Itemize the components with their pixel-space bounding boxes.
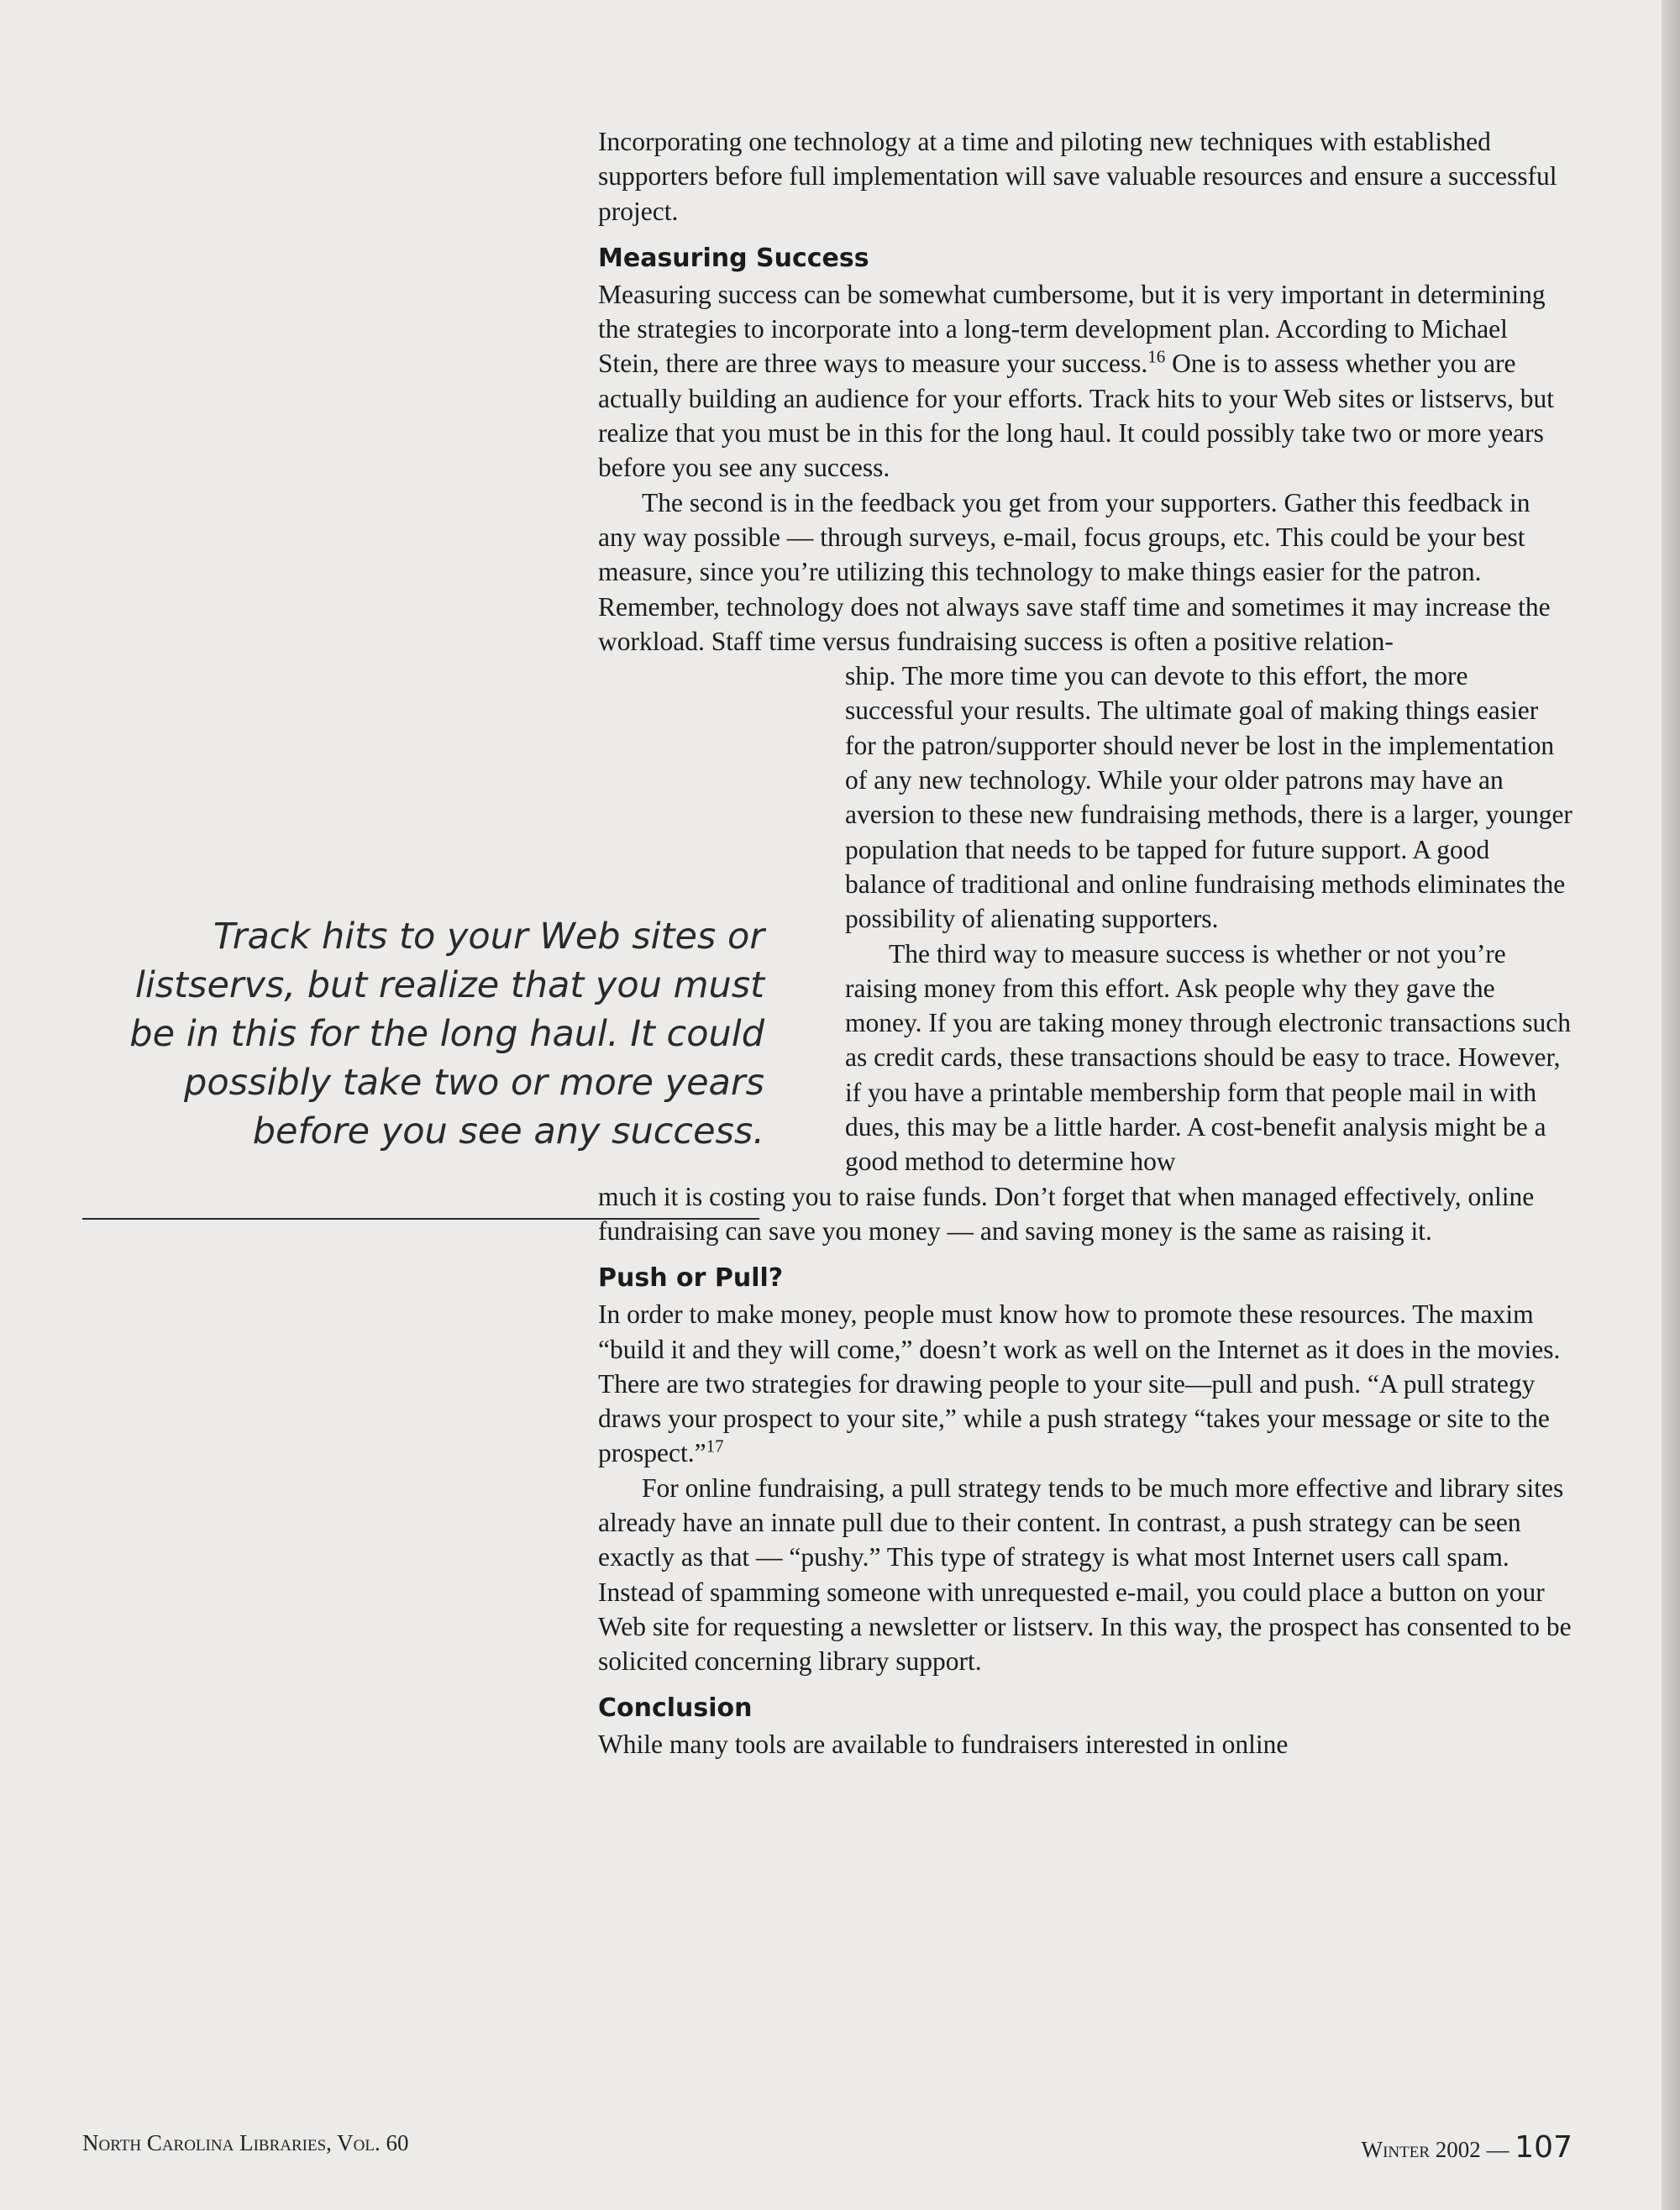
heading-conclusion: Conclusion	[598, 1693, 753, 1724]
pull-quote: Track hits to your Web sites or listservs, but realize that you must be in this for the long haul. It could possibly take two or more years before you see any success.	[129, 916, 764, 1152]
pull-quote-rule	[82, 1218, 759, 1220]
push-or-pull-paragraph-1: In order to make money, people must know how to promote these resources. The maxim “build it and they will come,” doesn’t work as well on the Internet as it does in the movies. There are two strategies for drawing people to your site—pull and push. “A pull strategy draws your prospect to your site,” while a push strategy “takes your message or site to the prospect.”$^{17}$	[598, 1299, 1561, 1468]
measuring-success-paragraph-2-continued: ship. The more time you can devote to this effort, the more successful your results. The ultimate goal of making things easier for the patron/supporter should never be lost in the implementation of any new technology. While your older patrons may have an aversion to these new fundraising methods, there is a larger, younger population that needs to be tapped for future support. A good balance of traditional and online fundraising methods eliminates the possibility of alienating supporters.	[845, 661, 1572, 934]
footnote-marker-17: 17	[706, 1436, 724, 1457]
footer-page-info	[1362, 2130, 1572, 2165]
footer-season: Winter 2002	[1361, 2137, 1481, 2162]
measuring-success-paragraph-3-continued: much it is costing you to raise funds. Don’t forget that when managed effectively, online fundraising can save you money — and saving money is the same as raising it.	[598, 1181, 1535, 1246]
measuring-success-paragraph-2: The second is in the feedback you get from your supporters. Gather this feedback in any way possible — through surveys, e-mail, focus groups, etc. This could be your best measure, since you’re utilizing this technology to make things easier for the patron. Remember, technology does not always save staff time and sometimes it may increase the workload. Staff time versus fundraising success is often a positive relation-	[598, 487, 1551, 656]
measuring-success-paragraph-1: Measuring success can be somewhat cumbersome, but it is very important in determining the strategies to incorporate into a long-term development plan. According to Michael Stein, there are three ways to measure your success.$^{16}$ One is to assess whether you are actually building an audience for your efforts. Track hits to your Web sites or listservs, but realize that you must be in this for the long haul. It could possibly take two or more years before you see any success.	[598, 279, 1554, 483]
footnote-marker-16: 16	[1147, 346, 1166, 367]
intro-paragraph: Incorporating one technology at a time and piloting new techniques with established supporters before full implementation will save valuable resources and ensure a successful project.	[598, 127, 1557, 226]
conclusion-paragraph-1: While many tools are available to fundraisers interested in online	[598, 1730, 1289, 1760]
footer-dash: —	[1486, 2137, 1509, 2162]
measuring-success-paragraph-3: The third way to measure success is whether or not you’re raising money from this effort. Ask people why they gave the money. If you are taking money through electronic transactions such as credit cards, these transactions should be easy to trace. However, if you have a printable membership form that people mail in with dues, this may be a little harder. A cost-benefit analysis might be a good method to determine how	[845, 938, 1571, 1177]
footer-journal-title: North Carolina Libraries, Vol. 60	[82, 2130, 409, 2155]
heading-push-or-pull: Push or Pull?	[598, 1263, 784, 1294]
page-edge	[1662, 0, 1680, 2210]
push-or-pull-paragraph-2: For online fundraising, a pull strategy tends to be much more effective and library sites already have an innate pull due to their content. In contrast, a push strategy can be seen exactly as that — “pushy.” This type of strategy is what most Internet users call spam. Instead of spamming someone with unrequested e-mail, you could place a button on your Web site for requesting a newsletter or listserv. In this way, the prospect has consented to be solicited concerning library support.	[598, 1472, 1572, 1677]
page-number: 107	[1515, 2130, 1572, 2165]
heading-measuring-success: Measuring Success	[598, 243, 869, 273]
